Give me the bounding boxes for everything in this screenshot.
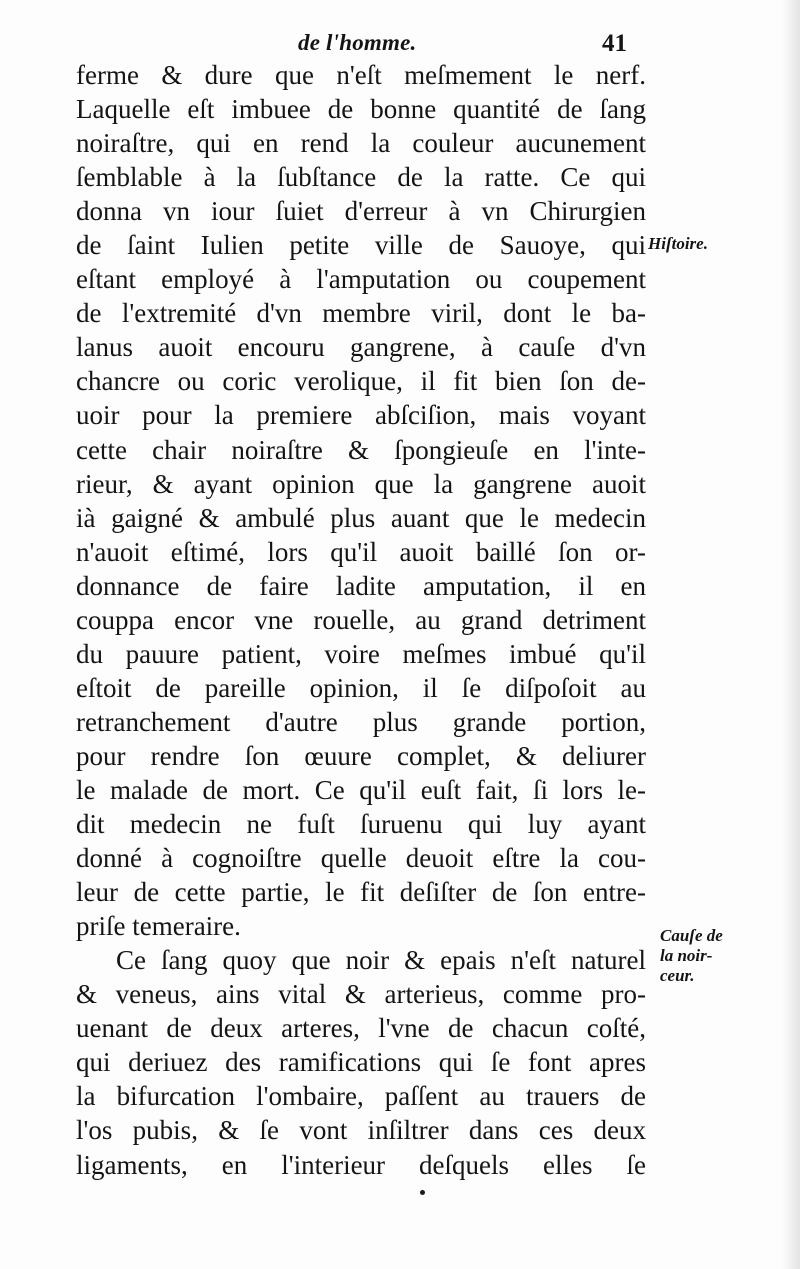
text-line: ià gaigné & ambulé plus auant que le medecin	[76, 502, 646, 533]
text-line: Laquelle eſt imbuee de bonne quantité de ſang	[76, 94, 646, 125]
text-line: l'os pubis, & ſe vont inſiltrer dans ces deux	[76, 1115, 646, 1146]
text-line: retranchement d'autre plus grande portion,	[76, 706, 646, 737]
ink-speck	[420, 1190, 425, 1195]
text-line: donna vn iour ſuiet d'erreur à vn Chirurgien	[76, 196, 646, 227]
text-line: chancre ou coric verolique, il fit bien ſon de-	[76, 366, 646, 397]
margin-note-line: la noir-	[660, 946, 713, 965]
text-line: cette chair noiraſtre & ſpongieuſe en l'inte-	[76, 434, 646, 465]
text-line: donnance de faire ladite amputation, il en	[76, 570, 646, 601]
text-line: le malade de mort. Ce qu'il euſt fait, ſi lors le-	[76, 774, 646, 805]
text-line: couppa encor vne rouelle, au grand detriment	[76, 604, 646, 635]
text-line: & veneus, ains vital & arterieus, comme pro-	[76, 979, 646, 1010]
text-line: eſtant employé à l'amputation ou coupement	[76, 264, 646, 295]
text-line: uoir pour la premiere abſciſion, mais voyant	[76, 400, 646, 431]
page-edge-shadow	[782, 0, 800, 1269]
text-line: dit medecin ne fuſt ſuruenu qui luy ayant	[76, 809, 646, 840]
text-line: priſe temeraire.	[76, 911, 241, 942]
text-line: donné à cognoiſtre quelle deuoit eſtre la cou-	[76, 843, 646, 874]
margin-note-cause	[660, 926, 723, 986]
margin-note-line: Cauſe de	[660, 926, 723, 945]
text-line: n'auoit eſtimé, lors qu'il auoit baillé ſon or-	[76, 536, 646, 567]
text-line: ferme & dure que n'eſt meſmement le nerf.	[76, 60, 646, 90]
text-line: ſemblable à la ſubſtance de la ratte. Ce qui	[76, 162, 646, 193]
text-line: leur de cette partie, le fit deſiſter de ſon entre-	[76, 877, 646, 908]
body-text	[76, 58, 646, 1182]
text-line: de ſaint Iulien petite ville de Sauoye, qui	[76, 230, 646, 261]
margin-note-line: ceur.	[660, 966, 695, 985]
text-line: du pauure patient, voire meſmes imbué qu'il	[76, 638, 646, 669]
text-line: la bifurcation l'ombaire, paſſent au trauers de	[76, 1081, 646, 1112]
margin-note-histoire	[648, 234, 708, 254]
text-line: de l'extremité d'vn membre viril, dont le ba-	[76, 298, 646, 329]
text-line: noiraſtre, qui en rend la couleur aucunement	[76, 128, 646, 159]
text-line: pour rendre ſon œuure complet, & deliurer	[76, 740, 646, 771]
text-line: rieur, & ayant opinion que la gangrene auoit	[76, 468, 646, 499]
text-line: lanus auoit encouru gangrene, à cauſe d'vn	[76, 332, 646, 363]
text-line: ligaments, en l'interieur deſquels elles ſe	[76, 1149, 646, 1180]
running-head: de l'homme.	[298, 30, 417, 55]
page-number: 41	[602, 30, 627, 57]
text-line: eſtoit de pareille opinion, il ſe diſpoſoit au	[76, 672, 646, 703]
text-line: qui deriuez des ramifications qui ſe font apres	[76, 1047, 646, 1078]
paragraph-first-line: Ce ſang quoy que noir & epais n'eſt naturel	[116, 945, 646, 976]
margin-note-line: Hiſtoire.	[648, 234, 708, 253]
text-line: uenant de deux arteres, l'vne de chacun coſté,	[76, 1013, 646, 1044]
